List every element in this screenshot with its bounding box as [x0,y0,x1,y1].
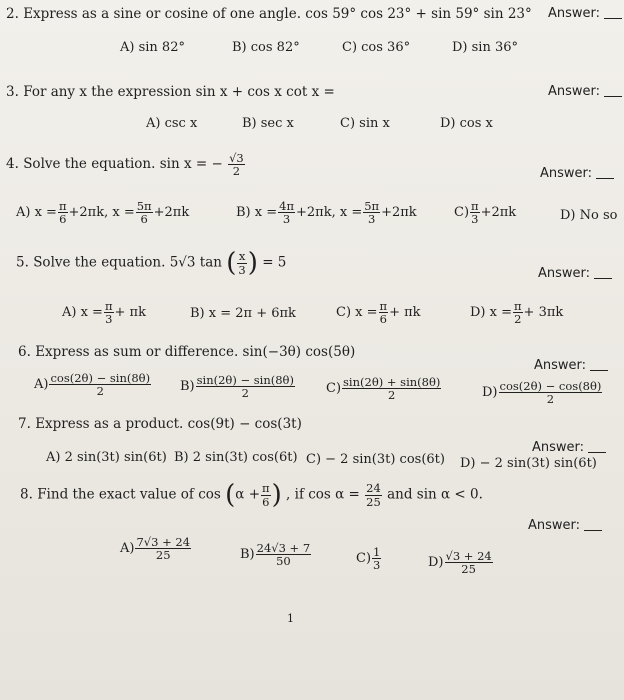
q3-choice-c: C) sin x [340,116,390,131]
q5-choice-a: A) x = $\frac{\pi}{3}$ + πk [62,299,146,327]
q6-choice-c: C) $\frac{\sin(2\theta) + \sin(8\theta)}{2}$ [326,375,441,403]
q5-answer [538,266,612,281]
q8-text: Find the exact value of cos [37,486,221,503]
answer-label: Answer: [548,84,601,99]
answer-label: Answer: [528,518,581,533]
answer-blank[interactable] [596,178,614,179]
q8-choice-b: B) $\frac{24√3 + 7}{50}$ [240,541,311,569]
page-number: 1 [287,612,294,625]
q3-number: 3. [6,84,19,100]
q5-choice-c: C) x = $\frac{\pi}{6}$ + πk [336,299,421,327]
q5-text: Solve the equation. 5√3 tan [33,254,222,271]
q5-rhs: = 5 [262,254,287,271]
q4-choice-a: A) x = $\frac{\pi}{6}$ +2πk, x = $\frac{5\pi}{6}$ +2πk [16,199,190,227]
q4-choice-d: D) No so [560,208,618,223]
q8-number: 8. [20,486,33,503]
q7-choice-a: A) 2 sin(3t) sin(6t) [46,450,167,465]
q3-answer [548,84,622,99]
answer-label: Answer: [538,266,591,281]
q2-choice-d: D) sin 36° [452,40,519,55]
q8-choice-c: C) $\frac{1}{3}$ [356,545,381,573]
q6-choice-d: D) $\frac{\cos(2\theta) - \cos(8\theta)}{2}$ [482,379,602,407]
q5-prompt: 5. Solve the equation. 5√3 tan ( $\frac{x}{3}$ ) = 5 [16,248,287,278]
q4-rhs-fraction: $\frac{√3}{2}$ [229,151,244,179]
q2-choice-b: B) cos 82° [232,40,300,55]
q7-number: 7. [18,416,31,432]
q4-choice-b: B) x = $\frac{4\pi}{3}$ +2πk, x = $\frac{5\pi}{3}$ +2πk [236,199,417,227]
q8-prompt: 8. Find the exact value of cos (α + $\frac{\pi}{6}$ ) , if cos α = $\frac{24}{25}$ and sin α < 0. [20,480,483,510]
q4-answer [540,166,614,181]
answer-blank[interactable] [584,530,602,531]
q2-prompt [6,6,532,22]
q8-choice-d: D) $\frac{√3 + 24}{25}$ [428,549,492,577]
q2-answer [548,6,622,21]
q5-choice-b: B) x = 2π + 6πk [190,306,296,321]
q7-answer [532,440,606,455]
q5-choice-d: D) x = $\frac{\pi}{2}$ + 3πk [470,299,564,327]
answer-label: Answer: [548,6,601,21]
answer-label: Answer: [534,358,587,373]
q7-choice-c: C) − 2 sin(3t) cos(6t) [306,452,445,467]
answer-blank[interactable] [590,370,608,371]
q4-prompt [6,152,246,177]
q4-number: 4. [6,156,19,173]
answer-label: Answer: [532,440,585,455]
q2-choice-a: A) sin 82° [120,40,185,55]
answer-blank[interactable] [588,452,606,453]
q6-number: 6. [18,344,31,360]
q6-prompt [18,344,355,360]
q6-choice-a: A) $\frac{\cos(2\theta) - \sin(8\theta)}{2}$ [34,371,151,399]
q7-prompt [18,416,302,432]
q3-text: For any x the expression sin x + cos x cot x = [23,84,335,100]
q2-text: Express as a sine or cosine of one angle. cos 59° cos 23° + sin 59° sin 23° [23,6,532,22]
q3-prompt [6,84,335,100]
q8-answer [528,518,602,533]
q5-arg-fraction: $\frac{x}{3}$ [238,249,246,277]
q2-number: 2. [6,6,19,22]
q3-choice-d: D) cos x [440,116,493,131]
answer-blank[interactable] [604,96,622,97]
q6-answer [534,358,608,373]
q6-text: Express as sum or difference. sin(−3θ) cos(5θ) [35,344,356,360]
q6-choice-b: B) $\frac{\sin(2\theta) - \sin(8\theta)}{2}$ [180,373,294,401]
answer-blank[interactable] [604,18,622,19]
q3-choice-b: B) sec x [242,116,294,131]
q2-choice-c: C) cos 36° [342,40,411,55]
answer-blank[interactable] [594,278,612,279]
q7-choice-d: D) − 2 sin(3t) sin(6t) [460,456,597,471]
answer-label: Answer: [540,166,593,181]
q7-choice-b: B) 2 sin(3t) cos(6t) [174,450,298,465]
q5-number: 5. [16,254,29,271]
q8-choice-a: A) $\frac{7√3 + 24}{25}$ [120,535,191,563]
q3-choice-a: A) csc x [146,116,198,131]
q4-text: Solve the equation. sin x = − [23,156,223,173]
q7-text: Express as a product. cos(9t) − cos(3t) [35,416,302,432]
q4-choice-c: C) $\frac{\pi}{3}$ +2πk [454,199,517,227]
